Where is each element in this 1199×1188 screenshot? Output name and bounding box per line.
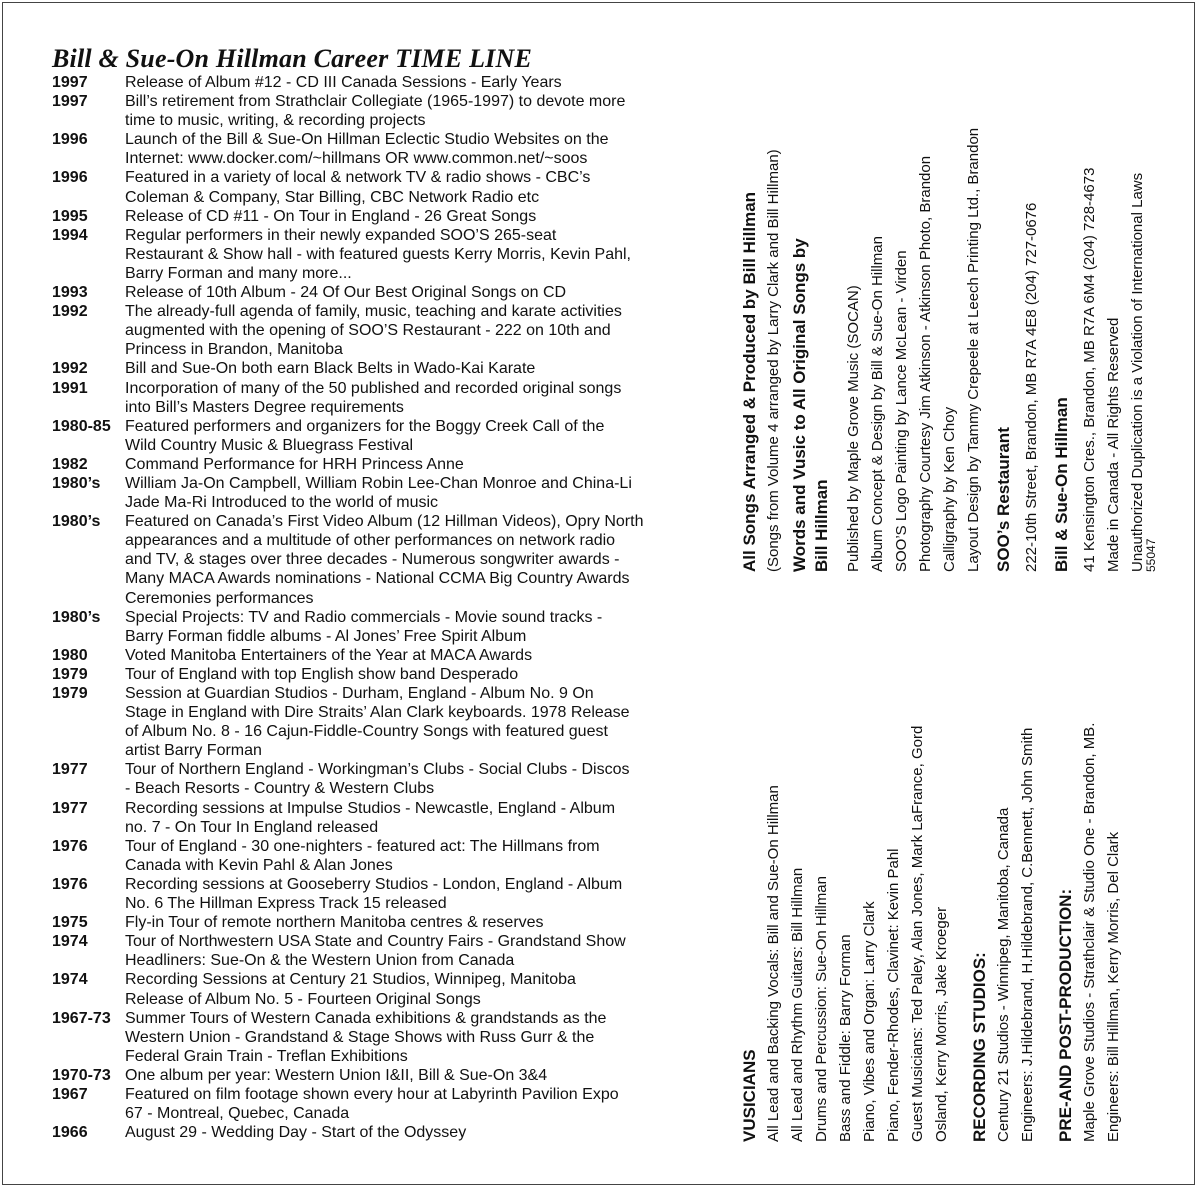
timeline-text: Launch of the Bill & Sue-On Hillman Eclectic Studio Websites on the Internet: www.docker.com/~hillmans OR www.common.net/~soos (125, 131, 609, 168)
timeline-text: Featured on Canada’s First Video Album (12 Hillman Videos), Opry North appearances and a multitude of other performances on network radio and TV, & stages over three decades - Numerous songwriter awards - Many MACA Awards nominations - National CCMA Big Country Awards Ceremonies performances (125, 513, 644, 607)
timeline-text: Summer Tours of Western Canada exhibitions & grandstands as the Western Union - Grandstand & Stage Shows with Russ Gurr & the Federal Grain Train - Treflan Exhibitions (125, 1009, 607, 1065)
photography-line: Photography Courtesy Jim Atkinson - Atkinson Photo, Brandon (917, 155, 934, 572)
timeline-entry (52, 417, 692, 455)
timeline-text: Featured performers and organizers for the Boggy Creek Call of the Wild Country Music & Bluegrass Festival (125, 417, 605, 454)
timeline-entry (52, 875, 692, 913)
timeline-year: 1980 (52, 646, 88, 664)
timeline-entry (52, 760, 692, 798)
timeline-text: Fly-in Tour of remote northern Manitoba centres & reserves (125, 914, 544, 932)
timeline-text: Bill’s retirement from Strathclair Collegiate (1965-1997) to devote more time to music, writing, & recording projects (125, 93, 626, 130)
musician-line: Piano, Fender-Rhodes, Clavinet: Kevin Pahl (885, 848, 902, 1142)
timeline-text: August 29 - Wedding Day - Start of the Odyssey (125, 1124, 467, 1142)
timeline-entry (52, 799, 692, 837)
timeline-text: One album per year: Western Union I&II, Bill & Sue-On 3&4 (125, 1066, 548, 1084)
album-concept-line: Album Concept & Design by Bill & Sue-On Hillman (869, 236, 886, 572)
timeline-entry (52, 665, 692, 684)
timeline-year: 1967 (52, 1085, 88, 1103)
page-title: Bill & Sue-On Hillman Career TIME LINE (52, 44, 533, 73)
timeline-year: 1974 (52, 971, 88, 989)
musicians-list (762, 723, 954, 1142)
engineers-line: Engineers: J.Hildebrand, H.Hildebrand, C.Bennett, John Smith (1019, 727, 1036, 1142)
timeline-year: 1974 (52, 933, 88, 951)
timeline-text: Voted Manitoba Entertainers of the Year at MACA Awards (125, 646, 533, 664)
timeline-text: Tour of Northern England - Workingman’s Clubs - Social Clubs - Discos - Beach Resorts - Country & Western Clubs (125, 761, 630, 798)
timeline-text: Bill and Sue-On both earn Black Belts in Wado-Kai Karate (125, 360, 536, 378)
timeline-text: Command Performance for HRH Princess Anne (125, 455, 464, 473)
timeline-year: 1967-73 (52, 1009, 111, 1027)
timeline-year: 1991 (52, 379, 88, 397)
timeline-entry (52, 455, 692, 474)
post-production-engineers: Engineers: Bill Hillman, Kerry Morris, Del Clark (1105, 831, 1122, 1142)
timeline-year: 1977 (52, 799, 88, 817)
timeline-entry (52, 913, 692, 932)
timeline-entry (52, 512, 692, 607)
timeline-entry (52, 1085, 692, 1123)
timeline-year: 1992 (52, 303, 88, 321)
timeline-entry (52, 1009, 692, 1066)
timeline-text: Release of 10th Album - 24 Of Our Best Original Songs on CD (125, 284, 567, 302)
musician-line: Osland, Kerry Morris, Jake Kroeger (933, 906, 950, 1142)
timeline-year: 1993 (52, 284, 88, 302)
timeline-year: 1979 (52, 665, 88, 683)
musician-line: Bass and Fiddle: Barry Forman (837, 934, 854, 1142)
musicians-heading: VUSICIANS (740, 1049, 759, 1142)
timeline-entry (52, 130, 692, 168)
timeline-text: Session at Guardian Studios - Durham, England - Album No. 9 On Stage in England with Dire Straits’ Alan Clark keyboards. 1978 Release of Album No. 8 - 16 Cajun-Fiddle-Country Songs with featured guest artist Barry Forman (125, 685, 630, 760)
post-production-line: Maple Grove Studios - Strathclair & Studio One - Brandon, MB. (1081, 722, 1098, 1142)
musician-line: Piano, Vibes and Organ: Larry Clark (861, 901, 878, 1142)
timeline-text: Release of Album #12 - CD III Canada Sessions - Early Years (125, 74, 562, 91)
timeline-list (52, 73, 692, 1142)
post-production-heading: PRE-AND POST-PRODUCTION: (1056, 888, 1075, 1142)
timeline-text: Incorporation of many of the 50 published and recorded original songs into Bill’s Masters Degree requirements (125, 379, 622, 416)
soos-address: 222-10th Street, Brandon, MB R7A 4E8 (204) 727-0676 (1023, 202, 1040, 572)
words-heading-name: Bill Hillman (812, 479, 831, 572)
bsh-heading: Bill & Sue-On Hillman (1052, 397, 1071, 572)
timeline-year: 1976 (52, 875, 88, 893)
timeline-year: 1995 (52, 207, 88, 225)
timeline-entry (52, 1066, 692, 1085)
layout-line: Layout Design by Tammy Crepeele at Leech Printing Ltd., Brandon (965, 127, 982, 572)
timeline-entry (52, 359, 692, 378)
timeline-entry (52, 970, 692, 1008)
studios-heading: RECORDING STUDIOS: (970, 952, 989, 1142)
timeline-year: 1966 (52, 1124, 88, 1142)
timeline-text: Recording sessions at Impulse Studios - Newcastle, England - Album no. 7 - On Tour In England released (125, 799, 616, 836)
timeline-entry (52, 92, 692, 130)
timeline-entry (52, 283, 692, 302)
timeline-year: 1980’s (52, 474, 101, 492)
timeline-entry (52, 932, 692, 970)
timeline-text: Tour of England - 30 one-nighters - featured act: The Hillmans from Canada with Kevin Pahl & Alan Jones (125, 837, 600, 874)
timeline-year: 1996 (52, 131, 88, 149)
timeline-entry (52, 474, 692, 512)
musician-line: All Lead and Backing Vocals: Bill and Sue-On Hillman (765, 785, 782, 1142)
musician-line: Guest Musicians: Ted Paley, Alan Jones, Mark LaFrance, Gord (909, 725, 926, 1142)
timeline-text: Featured on film footage shown every hour at Labyrinth Pavilion Expo 67 - Montreal, Quebec, Canada (125, 1085, 619, 1123)
timeline-entry (52, 226, 692, 283)
timeline-entry (52, 1123, 692, 1142)
timeline-entry (52, 379, 692, 417)
calligraphy-line: Calligraphy by Ken Choy (941, 406, 958, 572)
credits-column (738, 12, 1158, 572)
timeline-text: Tour of England with top English show band Desperado (125, 665, 519, 683)
unauthorized-line: Unauthorized Duplication is a Violation of International Laws (1129, 172, 1146, 572)
timeline-year: 1992 (52, 360, 88, 378)
timeline-entry (52, 646, 692, 665)
timeline-text: Recording Sessions at Century 21 Studios, Winnipeg, Manitoba Release of Album No. 5 - Fourteen Original Songs (125, 971, 576, 1008)
timeline-year: 1970-73 (52, 1066, 111, 1084)
timeline-year: 1980’s (52, 513, 101, 531)
timeline-text: Featured in a variety of local & network TV & radio shows - CBC’s Coleman & Company, Star Billing, CBC Network Radio etc (125, 169, 591, 206)
musicians-column (738, 642, 1158, 1142)
timeline-entry (52, 207, 692, 226)
timeline-year: 1982 (52, 455, 88, 473)
timeline-year: 1994 (52, 226, 88, 244)
timeline-entry (52, 837, 692, 875)
catalog-number: 55047 (1144, 538, 1158, 572)
timeline-year: 1977 (52, 761, 88, 779)
timeline-text: Tour of Northwestern USA State and Country Fairs - Grandstand Show Headliners: Sue-On & the Western Union from Canada (125, 933, 626, 970)
logo-painting-line: SOO’S Logo Painting by Lance McLean - Virden (893, 250, 910, 572)
timeline-text: Regular performers in their newly expanded SOO’S 265-seat Restaurant & Show hall - with featured guests Kerry Morris, Kevin Pahl, Barry Forman and many more... (125, 226, 631, 282)
words-heading: Words and Vusic to All Original Songs by (790, 238, 809, 572)
bsh-address: 41 Kensington Cres., Brandon, MB R7A 6M4 (204) 728-4673 (1081, 167, 1098, 572)
timeline-text: Release of CD #11 - On Tour in England - 26 Great Songs (125, 207, 537, 225)
timeline-text: The already-full agenda of family, music, teaching and karate activities augmented with the opening of SOO’S Restaurant - 222 on 10th and Princess in Brandon, Manitoba (125, 303, 622, 359)
arranged-subtext: (Songs from Volume 4 arranged by Larry Clark and Bill Hillman) (765, 149, 782, 572)
timeline-year: 1980-85 (52, 417, 111, 435)
timeline-year: 1976 (52, 837, 88, 855)
timeline-year: 1996 (52, 169, 88, 187)
timeline-entry (52, 302, 692, 359)
timeline-year: 1997 (52, 93, 88, 111)
timeline-year: 1979 (52, 685, 88, 702)
timeline-entry (52, 73, 692, 92)
timeline-entry (52, 608, 692, 646)
musician-line: All Lead and Rhythm Guitars: Bill Hillman (789, 867, 806, 1142)
musician-line: Drums and Percussion: Sue-On Hillman (813, 876, 830, 1142)
timeline-entry (52, 684, 692, 760)
timeline-year: 1997 (52, 74, 88, 91)
arranged-heading: All Songs Arranged & Produced by Bill Hillman (740, 191, 759, 572)
timeline-text: Special Projects: TV and Radio commercials - Movie sound tracks - Barry Forman fiddle albums - Al Jones’ Free Spirit Album (125, 608, 603, 645)
timeline-text: Recording sessions at Gooseberry Studios - London, England - Album No. 6 The Hillman Express Track 15 released (125, 875, 623, 913)
studios-line: Century 21 Studios - Winnipeg, Manitoba, Canada (995, 807, 1012, 1142)
timeline-text: William Ja-On Campbell, William Robin Lee-Chan Monroe and China-Li Jade Ma-Ri Introduced to the world of music (125, 474, 632, 512)
soos-heading: SOO’s Restaurant (994, 427, 1013, 572)
timeline-entry (52, 168, 692, 206)
timeline-year: 1980’s (52, 608, 101, 626)
published-line: Published by Maple Grove Music (SOCAN) (845, 285, 862, 572)
made-in-line: Made in Canada - All Rights Reserved (1105, 317, 1122, 572)
timeline-year: 1975 (52, 914, 88, 932)
